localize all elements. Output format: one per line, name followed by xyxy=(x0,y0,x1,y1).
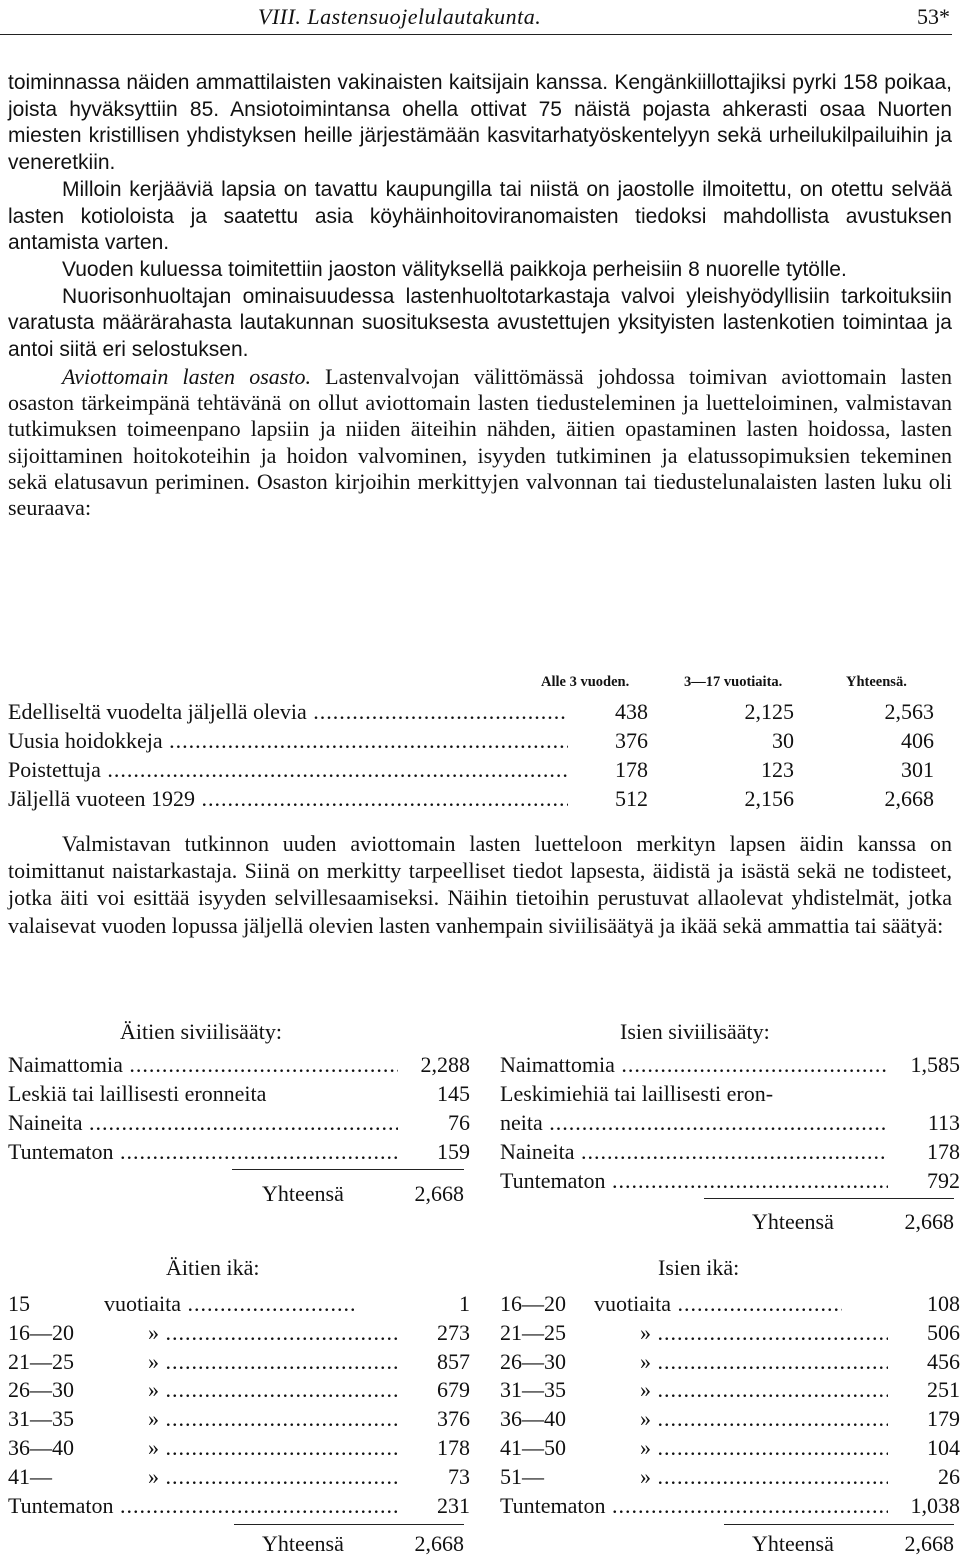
table-row xyxy=(8,698,934,726)
list-item xyxy=(8,1080,470,1108)
paragraph-4: Nuorisonhuoltajan ominaisuudessa lastenhuoltotarkastaja valvoi yleishyödyllisiin tarkoituksiin varatusta määrärahasta lautakunnan suosituksesta avustettujen yksityisten lastenkotien toimintaa ja antoi siitä eri selostuksen. xyxy=(8,284,952,362)
cell-3-17: 2,125 xyxy=(708,698,794,726)
col-header-total: Yhteensä. xyxy=(846,674,907,690)
item-label: Naineita ..... xyxy=(8,1109,398,1137)
ditto-mark: » ..... xyxy=(640,1319,888,1347)
item-value: 1 xyxy=(398,1290,470,1318)
cell-total: 406 xyxy=(848,727,934,755)
item-label: Leskiä tai laillisesti eronneita xyxy=(8,1081,267,1106)
item-value: 104 xyxy=(888,1434,960,1462)
item-label: Tuntematon ..... xyxy=(500,1167,888,1195)
fathers-age-title: Isien ikä: xyxy=(658,1255,740,1280)
item-label: Naineita ..... xyxy=(500,1138,888,1166)
item-value: 179 xyxy=(888,1405,960,1433)
cell-under-3: 438 xyxy=(568,698,648,726)
age-range: 31—35 xyxy=(500,1377,566,1403)
row-label: Poistettuja ..... xyxy=(8,756,568,784)
ditto-mark: » ..... xyxy=(640,1434,888,1462)
item-value: 1,038 xyxy=(888,1492,960,1520)
paragraph-5 xyxy=(8,364,952,522)
list-item xyxy=(500,1463,960,1491)
cell-3-17: 123 xyxy=(708,756,794,784)
ditto-mark: » ..... xyxy=(148,1376,398,1404)
row-label: Uusia hoidokkeja ..... xyxy=(8,727,568,755)
cell-total: 2,668 xyxy=(848,785,934,813)
sum-rule xyxy=(704,1198,954,1199)
item-label: Tuntematon ..... xyxy=(8,1138,398,1166)
list-item xyxy=(8,1492,470,1520)
item-label: Naimattomia ..... xyxy=(8,1051,398,1079)
list-item xyxy=(8,1109,470,1137)
item-value: 792 xyxy=(888,1167,960,1195)
paragraph-6: Valmistavan tutkinnon uuden aviottomain lasten luetteloon merkityn lapsen äidin kanssa on toimittanut naistarkastaja. Siinä on merkitty tarpeelliset tiedot lapsesta, äidistä ja isästä sekä ne todisteet, jotka äiti voi esittää isyyden selvillesaamiseksi. Näihin tietoihin perustuvat allaolevat yhdistelmät, jotka valaisevat vuoden lopussa jäljellä olevien lasten vanhempain siviilisäätyä ja ikää sekä ammattia tai säätyä: xyxy=(8,831,952,938)
item-value: 679 xyxy=(398,1376,470,1404)
unit-label: vuotiaita ..... xyxy=(594,1290,842,1318)
age-range: 21—25 xyxy=(8,1348,74,1374)
cell-3-17: 30 xyxy=(708,727,794,755)
item-value: 178 xyxy=(888,1138,960,1166)
page-number: 53* xyxy=(917,4,950,29)
item-value: 456 xyxy=(888,1348,960,1376)
cell-under-3: 376 xyxy=(568,727,648,755)
cell-total: 301 xyxy=(848,756,934,784)
list-item xyxy=(8,1290,470,1318)
section-heading: Aviottomain lasten osasto. xyxy=(62,363,311,389)
sum-rule xyxy=(234,1524,464,1525)
mothers-status-title: Äitien siviilisääty: xyxy=(120,1019,282,1044)
item-value: 231 xyxy=(398,1492,470,1520)
fathers-status-total: 2,668 xyxy=(904,1209,954,1234)
ditto-mark: » ..... xyxy=(148,1319,398,1347)
fathers-status-total-label: Yhteensä xyxy=(752,1209,834,1234)
age-range: 41— xyxy=(8,1463,52,1489)
item-value: 506 xyxy=(888,1319,960,1347)
cell-3-17: 2,156 xyxy=(708,785,794,813)
list-item xyxy=(500,1319,960,1347)
list-item xyxy=(500,1434,960,1462)
unit-label: vuotiaita ..... xyxy=(104,1290,354,1318)
list-item xyxy=(500,1492,960,1520)
item-value: 159 xyxy=(398,1138,470,1166)
ditto-mark: » ..... xyxy=(640,1376,888,1404)
item-value: 145 xyxy=(398,1080,470,1108)
table-row xyxy=(8,756,934,784)
list-item xyxy=(500,1376,960,1404)
item-label: Leskimiehiä tai laillisesti eron- xyxy=(500,1081,774,1106)
main-table-header xyxy=(0,674,952,694)
item-label: Tuntematon ..... xyxy=(8,1492,398,1520)
item-value: 857 xyxy=(398,1348,470,1376)
mothers-status-total-label: Yhteensä xyxy=(262,1181,344,1206)
paragraph-1: toiminnassa näiden ammattilaisten vakinaisten kaitsijain kanssa. Kengänkiillottajiksi pyrki 158 poikaa, joista hyväksyttiin 85. Ansiotoimintansa ohella ottivat 75 näistä pojasta ahkerasti osaa Nuorten miesten kristillisen yhdistyksen heille järjestämään kasvitarhatyöskentelyyn sekä urheilukilpailuihin ja veneretkiin. xyxy=(8,71,952,175)
list-item xyxy=(500,1109,960,1137)
item-value: 73 xyxy=(398,1463,470,1491)
row-label: Jäljellä vuoteen 1929 ..... xyxy=(8,785,568,813)
ditto-mark: » ..... xyxy=(640,1463,888,1491)
ditto-mark: » ..... xyxy=(148,1405,398,1433)
ditto-mark: » ..... xyxy=(148,1348,398,1376)
ditto-mark: » ..... xyxy=(148,1434,398,1462)
item-value: 26 xyxy=(888,1463,960,1491)
total-value: 2,668 xyxy=(414,1530,464,1556)
list-item xyxy=(8,1051,470,1079)
item-value: 2,288 xyxy=(398,1051,470,1079)
item-value: 113 xyxy=(888,1109,960,1137)
age-range: 51— xyxy=(500,1463,544,1489)
age-range: 16—20 xyxy=(500,1291,566,1316)
item-value: 273 xyxy=(398,1319,470,1347)
body-text-middle xyxy=(8,830,952,939)
ditto-mark: » ..... xyxy=(148,1463,398,1491)
list-item xyxy=(8,1405,470,1433)
item-label: Tuntematon ..... xyxy=(500,1492,888,1520)
paragraph-2: Milloin kerjääviä lapsia on tavattu kaupungilla tai niistä on jaostolle ilmoitettu, on otettu selvää lasten kotioloista ja saatettu asia köyhäinhoitoviranomaisten tiedoksi mahdollista avustuksen antamista varten. xyxy=(8,177,952,255)
ditto-mark: » ..... xyxy=(640,1405,888,1433)
list-item xyxy=(8,1348,470,1376)
total-label: Yhteensä xyxy=(262,1530,344,1556)
list-item xyxy=(500,1167,960,1195)
mothers-status-total: 2,668 xyxy=(414,1181,464,1206)
paragraph-5-text: Lastenvalvojan välittömässä johdossa toimivan aviottomain lasten osaston tärkeimpänä tehtävänä on ollut aviottomain lasten tiedusteleminen ja luetteloiminen, valmistavan tutkimuksen toimeenpano lapsiin ja niiden äiteihin nähden, äitien opastaminen lasten hoidossa, lasten sijoittaminen hoitokoteihin ja hoidon valvominen, isyyden tutkiminen ja elatussopimuksien tekeminen sekä elatusavun periminen. Osaston kirjoihin merkittyjen valvonnan tai tiedustelunalaisten lasten luku oli seuraava: xyxy=(8,363,952,521)
age-range: 15 xyxy=(8,1291,30,1316)
col-header-3-17: 3—17 vuotiaita. xyxy=(684,674,783,690)
col-header-under-3: Alle 3 vuoden. xyxy=(541,674,630,690)
paragraph-3: Vuoden kuluessa toimitettiin jaoston välityksellä paikkoja perheisiin 8 nuorelle tytölle. xyxy=(62,257,847,281)
list-item xyxy=(8,1319,470,1347)
list-item xyxy=(8,1434,470,1462)
cell-under-3: 512 xyxy=(568,785,648,813)
age-range: 41—50 xyxy=(500,1435,566,1460)
age-range: 16—20 xyxy=(8,1319,74,1345)
list-item xyxy=(8,1376,470,1404)
item-value: 376 xyxy=(398,1405,470,1433)
body-text-top xyxy=(8,70,952,522)
list-item xyxy=(500,1290,960,1318)
item-value: 251 xyxy=(888,1376,960,1404)
list-item xyxy=(500,1405,960,1433)
sum-rule xyxy=(724,1524,954,1525)
item-label: neita ..... xyxy=(500,1109,888,1137)
age-range: 36—40 xyxy=(8,1435,74,1460)
item-value: 108 xyxy=(888,1290,960,1318)
running-header xyxy=(0,2,952,35)
sum-rule xyxy=(232,1169,464,1170)
header-title: VIII. Lastensuojelulautakunta. xyxy=(258,4,542,29)
total-label: Yhteensä xyxy=(752,1530,834,1556)
item-label: Naimattomia ..... xyxy=(500,1051,888,1079)
table-row xyxy=(8,727,934,755)
item-value: 76 xyxy=(398,1109,470,1137)
ditto-mark: » ..... xyxy=(640,1348,888,1376)
list-item xyxy=(500,1348,960,1376)
table-row xyxy=(8,785,934,813)
cell-total: 2,563 xyxy=(848,698,934,726)
mothers-age-title: Äitien ikä: xyxy=(166,1255,260,1280)
row-label: Edelliseltä vuodelta jäljellä olevia ..... xyxy=(8,698,568,726)
age-range: 26—30 xyxy=(8,1377,74,1403)
item-value: 1,585 xyxy=(888,1051,960,1079)
list-item xyxy=(500,1138,960,1166)
list-item xyxy=(8,1138,470,1166)
list-item xyxy=(8,1463,470,1491)
list-item xyxy=(500,1051,960,1079)
age-range: 31—35 xyxy=(8,1406,74,1432)
item-value: 178 xyxy=(398,1434,470,1462)
age-range: 26—30 xyxy=(500,1348,566,1374)
cell-under-3: 178 xyxy=(568,756,648,784)
list-item xyxy=(500,1080,954,1108)
age-range: 21—25 xyxy=(500,1319,566,1345)
fathers-status-title: Isien siviilisääty: xyxy=(620,1019,770,1044)
total-value: 2,668 xyxy=(904,1530,954,1556)
age-range: 36—40 xyxy=(500,1406,566,1432)
